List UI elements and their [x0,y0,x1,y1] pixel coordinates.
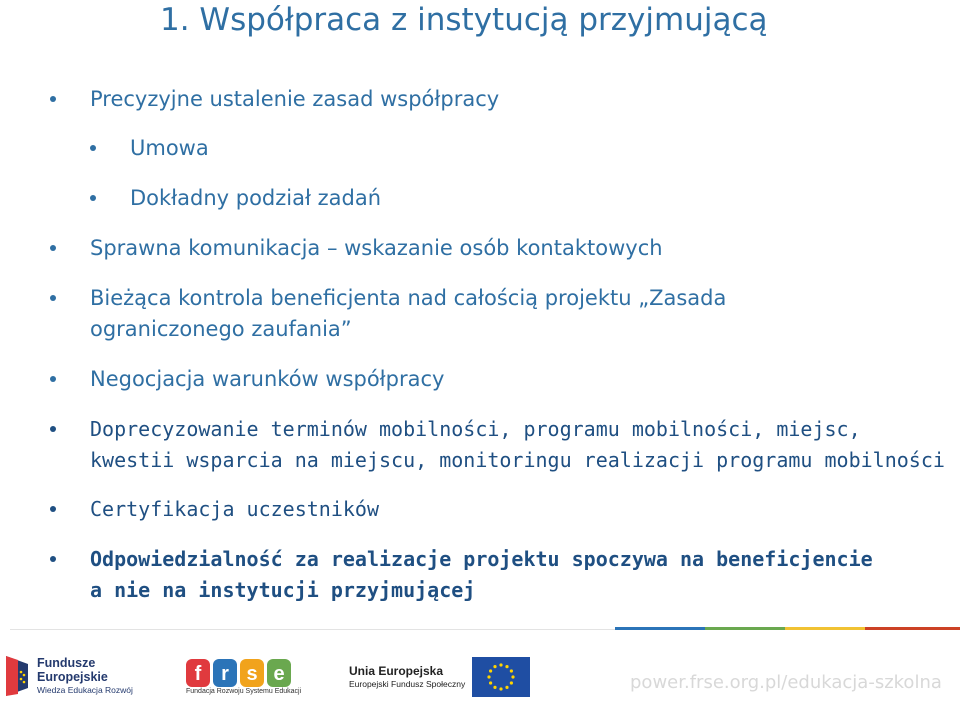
bullet-item: Bieżąca kontrola beneficjenta nad całością projektu „Zasada ograniczonego zaufania” [90,283,726,345]
color-stripe-blue [615,627,705,630]
bullet-dot-icon [90,195,96,201]
eu-star [489,681,492,684]
eu-star [493,686,496,689]
eu-star [499,687,502,690]
bullet-subitem: Umowa [130,133,209,164]
unia-europejska-text: Unia Europejska Europejski Fundusz Społeczny [349,664,466,689]
frse-subtitle: Fundacja Rozwoju Systemu Edukacji [186,688,302,695]
bullet-dot-icon [50,295,56,301]
footer-url: power.frse.org.pl/edukacja-szkolna [630,672,942,693]
frse-letter-r: r [221,663,229,685]
fundusze-europejskie-logo-icon [4,654,30,698]
eu-star [487,675,490,678]
bullet-subitem: Dokładny podział zadań [130,183,381,214]
bullet-dot-icon [50,376,56,382]
eu-star [511,675,514,678]
frse-logo-icon [186,659,298,703]
color-stripe-yellow [785,627,865,630]
bullet-item: Negocjacja warunków współpracy [90,364,444,395]
frse-letter-s: s [246,663,258,685]
eu-flag-icon [472,657,530,697]
bullet-dot-icon [50,245,56,251]
bullet-dot-icon [90,145,96,151]
bullet-item-emphasis: Odpowiedzialność za realizacje projektu spoczywa na beneficjencie a nie na instytucji przyjmującej [90,544,873,606]
bullet-item: Sprawna komunikacja – wskazanie osób kontaktowych [90,233,663,264]
bullet-dot-icon [50,426,56,432]
color-stripe-green [705,627,785,630]
frse-letter-f: f [194,663,202,685]
eu-star [510,669,513,672]
bullet-dot-icon [50,556,56,562]
bullet-dot-icon [50,506,56,512]
eu-star [493,665,496,668]
eu-star [499,663,502,666]
eu-star [510,681,513,684]
fundusze-europejskie-text: Fundusze Europejskie Wiedza Edukacja Rozwój [37,656,133,695]
eu-star [489,669,492,672]
frse-letter-e: e [273,663,285,685]
slide-title: 1. Współpraca z instytucją przyjmującą [160,2,768,38]
eu-star [505,665,508,668]
eu-star [505,686,508,689]
bullet-item: Precyzyjne ustalenie zasad współpracy [90,84,499,115]
footer-divider [10,629,615,630]
color-stripe-red [865,627,960,630]
bullet-item: Doprecyzowanie terminów mobilności, programu mobilności, miejsc, kwestii wsparcia na miejscu, monitoringu realizacji programu mobilności [90,414,945,476]
bullet-dot-icon [50,96,56,102]
bullet-item: Certyfikacja uczestników [90,494,379,525]
